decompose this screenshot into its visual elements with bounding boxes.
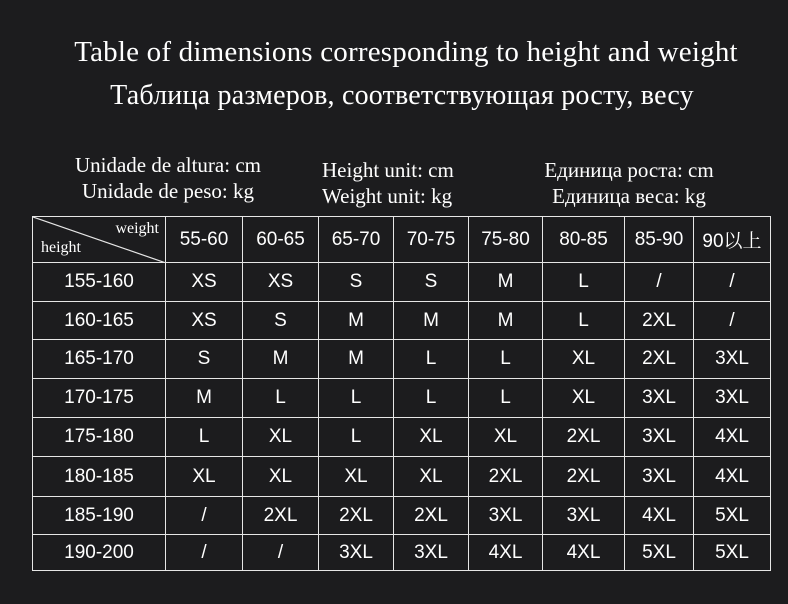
height-unit-pt: Unidade de altura: cm	[74, 153, 261, 177]
weight-header: 75-80	[469, 217, 543, 263]
weight-header: 60-65	[243, 217, 319, 263]
height-range-cell: 190-200	[33, 535, 166, 571]
size-cell: 3XL	[394, 535, 469, 571]
size-cell: /	[694, 302, 771, 340]
size-cell: 3XL	[625, 418, 694, 457]
size-cell: XS	[243, 263, 319, 302]
height-range-cell: 185-190	[33, 497, 166, 535]
size-cell: 5XL	[625, 535, 694, 571]
size-cell: L	[543, 302, 625, 340]
weight-header: 85-90	[625, 217, 694, 263]
weight-header: 55-60	[166, 217, 243, 263]
height-range-cell: 165-170	[33, 340, 166, 379]
weight-header: 90以上	[694, 217, 771, 263]
title-russian: Таблица размеров, соответствующая росту, весу	[110, 80, 694, 111]
size-cell: M	[319, 302, 394, 340]
size-cell: 3XL	[469, 497, 543, 535]
size-cell: 3XL	[319, 535, 394, 571]
weight-header: 80-85	[543, 217, 625, 263]
size-cell: /	[243, 535, 319, 571]
size-cell: 5XL	[694, 535, 771, 571]
size-cell: XL	[394, 418, 469, 457]
size-cell: XS	[166, 263, 243, 302]
size-cell: XL	[243, 457, 319, 497]
size-cell: XL	[543, 379, 625, 418]
weight-unit-en: Weight unit: kg	[322, 184, 453, 208]
size-cell: M	[243, 340, 319, 379]
size-cell: 2XL	[469, 457, 543, 497]
size-cell: 4XL	[694, 418, 771, 457]
corner-weight-label: weight	[115, 220, 159, 237]
table-row	[33, 263, 771, 302]
size-cell: L	[394, 379, 469, 418]
size-cell: XL	[394, 457, 469, 497]
table-row	[33, 340, 771, 379]
size-cell: M	[394, 302, 469, 340]
table-row	[33, 418, 771, 457]
table-row	[33, 497, 771, 535]
size-cell: 5XL	[694, 497, 771, 535]
height-range-cell: 170-175	[33, 379, 166, 418]
size-cell: 2XL	[394, 497, 469, 535]
size-cell: XL	[469, 418, 543, 457]
weight-unit-ru: Единица веса: kg	[552, 184, 706, 208]
corner-height-label: height	[41, 239, 81, 256]
size-cell: L	[319, 418, 394, 457]
size-cell: 2XL	[543, 457, 625, 497]
header-row	[33, 217, 771, 263]
size-cell: S	[166, 340, 243, 379]
size-cell: L	[394, 340, 469, 379]
size-cell: L	[469, 379, 543, 418]
table-row	[33, 457, 771, 497]
corner-cell	[33, 217, 166, 263]
size-cell: M	[319, 340, 394, 379]
size-cell: L	[543, 263, 625, 302]
size-cell: S	[394, 263, 469, 302]
size-cell: 2XL	[243, 497, 319, 535]
weight-unit-pt: Unidade de peso: kg	[81, 179, 255, 203]
height-unit-ru: Единица роста: cm	[544, 158, 714, 182]
weight-header: 70-75	[394, 217, 469, 263]
size-cell: M	[469, 263, 543, 302]
units-portuguese	[52, 152, 284, 204]
size-cell: 4XL	[543, 535, 625, 571]
weight-header: 65-70	[319, 217, 394, 263]
size-cell: 2XL	[625, 340, 694, 379]
size-cell: XS	[166, 302, 243, 340]
size-cell: L	[319, 379, 394, 418]
size-cell: 2XL	[625, 302, 694, 340]
height-range-cell: 175-180	[33, 418, 166, 457]
size-cell: 2XL	[543, 418, 625, 457]
size-cell: 3XL	[625, 457, 694, 497]
size-cell: L	[243, 379, 319, 418]
size-cell: 3XL	[625, 379, 694, 418]
height-range-cell: 160-165	[33, 302, 166, 340]
table-row	[33, 535, 771, 571]
size-cell: /	[694, 263, 771, 302]
size-cell: XL	[319, 457, 394, 497]
size-cell: /	[166, 535, 243, 571]
size-cell: M	[469, 302, 543, 340]
size-table	[32, 216, 771, 571]
table-row	[33, 379, 771, 418]
size-cell: 3XL	[694, 379, 771, 418]
size-cell: L	[166, 418, 243, 457]
table-row	[33, 302, 771, 340]
size-cell: 4XL	[694, 457, 771, 497]
size-cell: XL	[243, 418, 319, 457]
size-cell: S	[319, 263, 394, 302]
size-cell: XL	[166, 457, 243, 497]
height-unit-en: Height unit: cm	[322, 158, 454, 182]
size-cell: 2XL	[319, 497, 394, 535]
height-range-cell: 180-185	[33, 457, 166, 497]
size-cell: XL	[543, 340, 625, 379]
height-range-cell: 155-160	[33, 263, 166, 302]
size-cell: 4XL	[625, 497, 694, 535]
size-cell: 4XL	[469, 535, 543, 571]
size-cell: /	[625, 263, 694, 302]
size-cell: /	[166, 497, 243, 535]
size-cell: S	[243, 302, 319, 340]
size-cell: 3XL	[543, 497, 625, 535]
size-cell: L	[469, 340, 543, 379]
size-cell: M	[166, 379, 243, 418]
units-english	[322, 157, 482, 209]
size-cell: 3XL	[694, 340, 771, 379]
units-russian	[524, 157, 734, 209]
title-english: Table of dimensions corresponding to height and weight	[74, 36, 738, 68]
